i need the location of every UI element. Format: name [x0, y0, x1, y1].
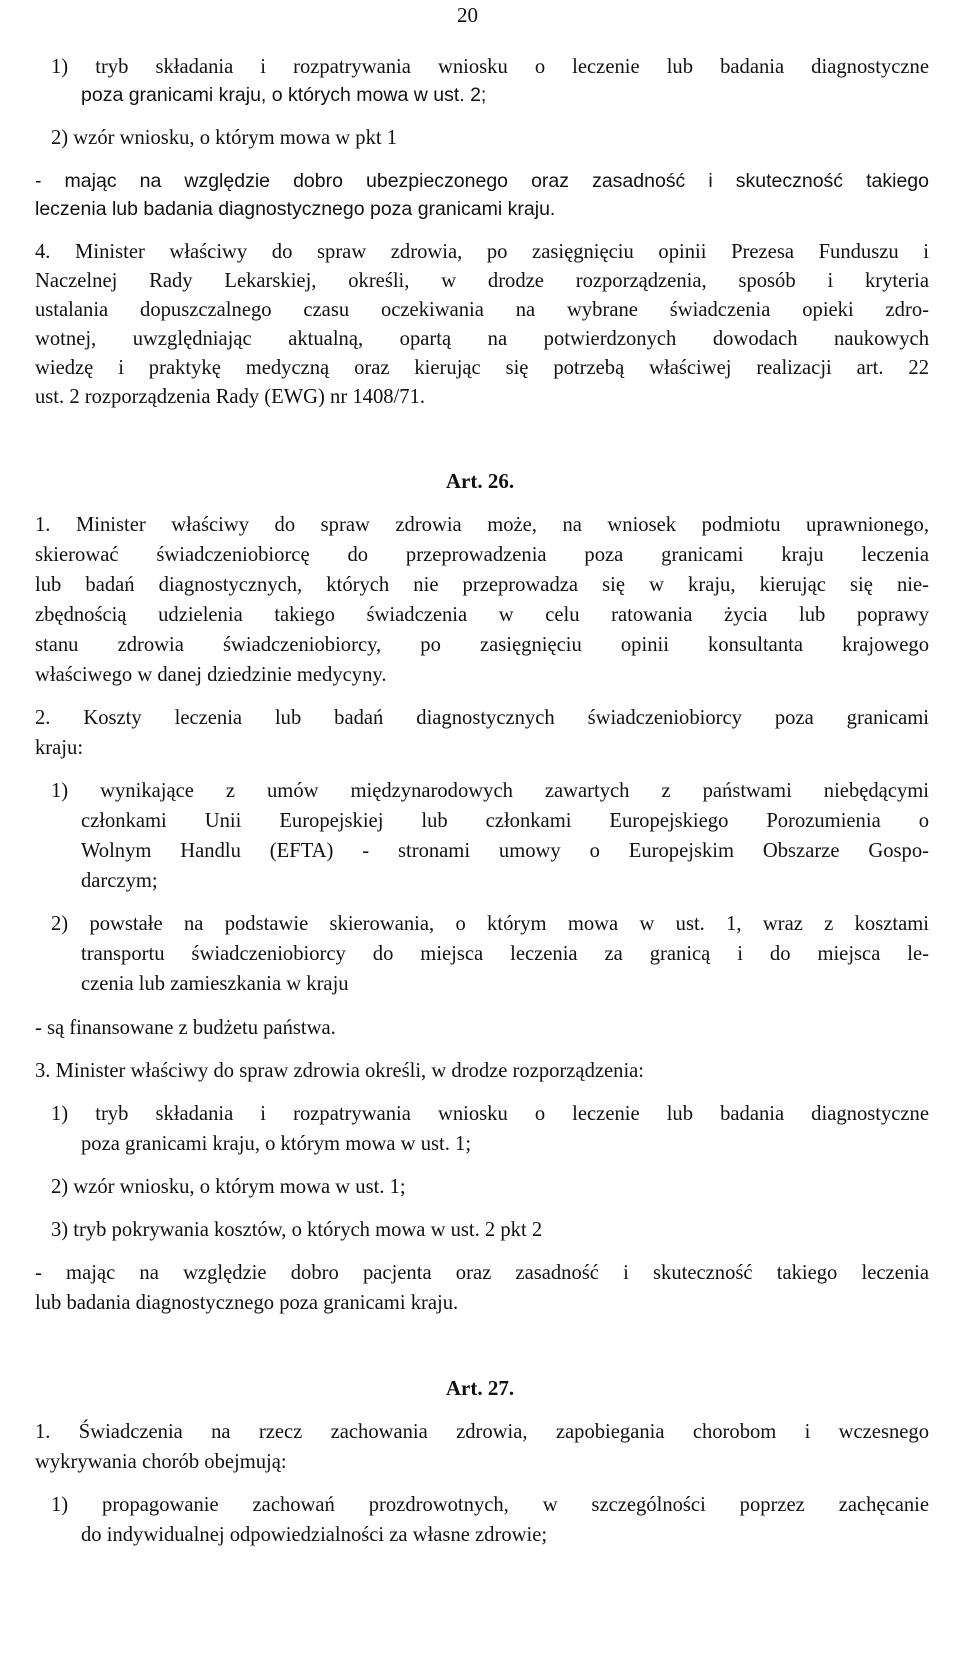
text-line: Naczelnej Rady Lekarskiej, określi, w drodze rozporządzenia, sposób i kryteria [35, 270, 929, 292]
text-line: 2) wzór wniosku, o którym mowa w ust. 1; [51, 1176, 406, 1198]
text-line: lub badania diagnostycznego poza granicami kraju. [35, 1292, 459, 1314]
text-line: lub badań diagnostycznych, których nie przeprowadza się w kraju, kierując się nie- [35, 574, 929, 596]
text-line: 2) wzór wniosku, o którym mowa w pkt 1 [51, 127, 398, 149]
text-line: ust. 2 rozporządzenia Rady (EWG) nr 1408/71. [35, 386, 426, 408]
article-heading: Art. 27. [445, 1376, 515, 1400]
text-line: 2. Koszty leczenia lub badań diagnostycznych świadczeniobiorcy poza granicami [35, 707, 929, 729]
text-line: skierować świadczeniobiorcę do przeprowadzenia poza granicami kraju leczenia [35, 544, 929, 566]
text-line: 1) wynikające z umów międzynarodowych zawartych z państwami niebędącymi [51, 780, 929, 802]
text-line: właściwego w danej dziedzinie medycyny. [35, 664, 387, 686]
text-line: leczenia lub badania diagnostycznego poza granicami kraju. [35, 198, 556, 220]
text-line: wiedzę i praktykę medyczną oraz kierując się potrzebą właściwej realizacji art. 22 [35, 357, 929, 379]
text-line: 3) tryb pokrywania kosztów, o których mowa w ust. 2 pkt 2 [51, 1219, 543, 1241]
article-heading: Art. 26. [445, 469, 515, 493]
text-line: poza granicami kraju, o których mowa w ust. 2; [81, 84, 487, 106]
text-line: czenia lub zamieszkania w kraju [81, 973, 349, 995]
text-line: do indywidualnej odpowiedzialności za własne zdrowie; [81, 1524, 548, 1546]
text-line: stanu zdrowia świadczeniobiorcy, po zasięgnięciu opinii konsultanta krajowego [35, 634, 929, 656]
text-line: 1) tryb składania i rozpatrywania wniosku o leczenie lub badania diagnostyczne [51, 56, 929, 78]
text-line: kraju: [35, 737, 84, 759]
text-line: członkami Unii Europejskiej lub członkami Europejskiego Porozumienia o [81, 810, 929, 832]
text-line: 1) tryb składania i rozpatrywania wniosku o leczenie lub badania diagnostyczne [51, 1103, 929, 1125]
text-line: zbędnością udzielenia takiego świadczenia w celu ratowania życia lub poprawy [35, 604, 929, 626]
text-line: wykrywania chorób obejmują: [35, 1451, 287, 1473]
text-line: poza granicami kraju, o którym mowa w ust. 1; [81, 1133, 472, 1155]
text-line: 1. Świadczenia na rzecz zachowania zdrowia, zapobiegania chorobom i wczesnego [35, 1421, 929, 1443]
text-line: darczym; [81, 870, 158, 892]
page-number: 20 [457, 3, 478, 27]
text-line: Wolnym Handlu (EFTA) - stronami umowy o Europejskim Obszarze Gospo- [81, 840, 929, 862]
text-line: wotnej, uwzględniając aktualną, opartą na potwierdzonych dowodach naukowych [35, 328, 929, 350]
text-line: 4. Minister właściwy do spraw zdrowia, po zasięgnięciu opinii Prezesa Funduszu i [35, 241, 929, 263]
text-line: - są finansowane z budżetu państwa. [35, 1017, 336, 1039]
text-line: 2) powstałe na podstawie skierowania, o którym mowa w ust. 1, wraz z kosztami [51, 913, 929, 935]
text-line: 1. Minister właściwy do spraw zdrowia może, na wniosek podmiotu uprawnionego, [35, 514, 929, 536]
text-line: 1) propagowanie zachowań prozdrowotnych, w szczególności poprzez zachęcanie [51, 1494, 929, 1516]
text-line: transportu świadczeniobiorcy do miejsca leczenia za granicą i do miejsca le- [81, 943, 929, 965]
text-line: 3. Minister właściwy do spraw zdrowia określi, w drodze rozporządzenia: [35, 1060, 645, 1082]
text-line: - mając na względzie dobro pacjenta oraz zasadność i skuteczność takiego leczenia [35, 1262, 929, 1284]
text-line: - mając na względzie dobro ubezpieczonego oraz zasadność i skuteczność takiego [35, 170, 929, 192]
text-line: ustalania dopuszczalnego czasu oczekiwania na wybrane świadczenia opieki zdro- [35, 299, 929, 321]
